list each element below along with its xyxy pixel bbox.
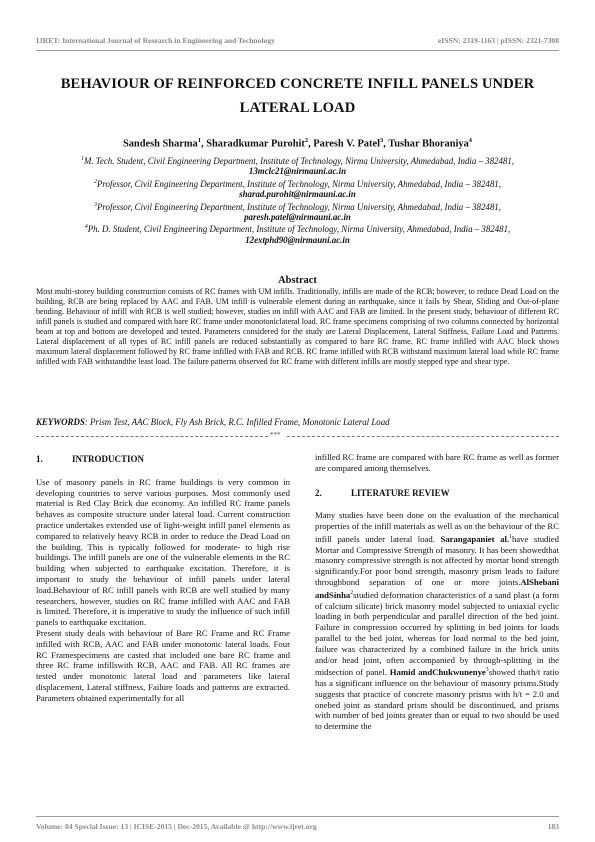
- keywords: [36, 417, 559, 427]
- affiliation: [40, 177, 555, 200]
- page-number: 183: [547, 822, 559, 831]
- affiliation-text: Ph. D. Student, Civil Engineering Department, Institute of Technology, Nirma University, Ahmedabad, India – 382481,: [87, 224, 511, 235]
- affiliation: [40, 154, 555, 177]
- divider-line: [287, 436, 559, 437]
- running-header: [36, 36, 559, 48]
- section-number: 1.: [36, 454, 43, 464]
- citation-author: Sarangapaniet al.: [440, 533, 510, 544]
- author-sup: 3: [379, 137, 384, 144]
- citation-sup: 2: [350, 589, 354, 596]
- affiliation-text: Professor, Civil Engineering Department, Institute of Technology, Nirma University, Ahmedabad, India – 382481,: [97, 178, 501, 189]
- section-heading-literature-review: [315, 488, 559, 499]
- title-line-2: LATERAL LOAD: [239, 100, 356, 116]
- affiliation-sup: 3: [94, 201, 98, 208]
- section-divider: [36, 431, 559, 440]
- author-list: Sandesh Sharma$^1$, Sharadkumar Purohit$^2$, Paresh V. Patel$^3$, Tushar Bhoraniya$^4$: [122, 137, 473, 150]
- literature-intro: Many studies have been done on the evaluation of the mechanical properties of the infill materials as well as on the behaviour of the RC infill panels under lateral load.: [315, 510, 559, 544]
- affiliation: [40, 200, 555, 223]
- author-name: Sharadkumar Purohit: [206, 138, 305, 150]
- affiliation-sup: 1: [80, 156, 84, 162]
- affiliation-text: M. Tech. Student, Civil Engineering Department, Institute of Technology, Nirma University, Ahmedabad, India – 382481,: [83, 155, 515, 166]
- author-name: Paresh V. Patel: [313, 138, 380, 150]
- abstract-heading: Abstract: [278, 275, 317, 286]
- divider-line: [36, 436, 268, 437]
- author-sup: 4: [468, 137, 473, 144]
- affiliations: [40, 154, 555, 245]
- section-number: 2.: [315, 487, 322, 498]
- citation-text: studied deformation characteristics of a sand plast (a form of calcium silicate) brick masonry model subjected to uniaxial cyclic loading in both perpendicular and parallel direction of the bed joint. Failure in compression occurred by splitting in bed joints for loads parallel to the bed joint, whereas for load normal to the bed joint, failure was characterized by a combined failure in the brick units and/or head joint, often accompanied by through-splitting in the midsection of panel.: [315, 589, 559, 678]
- affiliation: [40, 222, 555, 245]
- author-email[interactable]: 13mclc21@nirmauni.ac.in: [248, 166, 347, 177]
- citation-sup: 3: [485, 667, 489, 674]
- citation-text: have studied Mortar and Compressive Strength of masonry. It has been showedthat masonry compressive strength is not affected by mortar bond strength significantly.For poor bond strength, masonry prism leads to failure throughbond separation of one or more joints.: [315, 533, 560, 588]
- author-email[interactable]: 12extphd90@nirmauni.ac.in: [245, 234, 350, 245]
- author-email[interactable]: paresh.patel@nirmauni.ac.in: [244, 211, 351, 222]
- affiliation-sup: 2: [94, 178, 98, 185]
- page-footer: [36, 822, 559, 834]
- author-sup: 2: [304, 137, 309, 144]
- journal-name: IJRET: International Journal of Research in Engineering and Technology: [36, 36, 275, 45]
- intro-continuation: infilled RC frame are compared with bare RC frame as well as former are compared among themselves.: [315, 452, 559, 473]
- divider-mark: ***: [270, 431, 281, 439]
- section-title: LITERATURE REVIEW: [351, 487, 450, 498]
- literature-paragraph: [315, 510, 559, 732]
- spacer: [315, 474, 559, 486]
- intro-paragraph-1: Use of masonry panels in RC frame buildings is very common in developing countries to serve various purposes. Most commonly used material is Red Clay Brick due economy. An infilled RC frame panels behaves as composite structure under lateral load. Current construction practice undertakes extended use of light-weight infill panel elements as compared to relatively heavy RCB in order to reduce the Dead Load on the building. This is typically followed for moderate- to high rise buildings. The infill panels are one of the vulnerable elements in the RC building when subjected to earthquake excitation. Therefore, it is important to study the behaviour of infill panels under lateral load.Behaviour of RC infill panels with RCB are well studied by many researchers, however, studies on RC frame infilled with AAC and FAB is limited. Therefore, it is imperative to study the influence of such infill panels to earthquake excitation.: [36, 476, 290, 628]
- left-column: [36, 452, 290, 704]
- affiliation-text: Professor, Civil Engineering Department, Institute of Technology, Nirma University, Ahmedabad, India – 382481,: [97, 201, 501, 212]
- author-name: Sandesh Sharma: [122, 138, 198, 150]
- keywords-list: : Prism Test, AAC Block, Fly Ash Brick, R.C. Infilled Frame, Monotonic Lateral Load: [84, 417, 390, 427]
- citation-text: showed thath/t ratio has a significant influence on the behaviour of masonry prisms.Study suggests that practice of concrete masonry prisms with h/t = 2.0 and onebed joint as standard prism should be discontinued, and prisms with number of bed joints greater than or equal to two should be used to determine the: [315, 667, 559, 732]
- title-line-1: BEHAVIOUR OF REINFORCED CONCRETE INFILL PANELS UNDER: [60, 76, 535, 92]
- author-sup: 1: [197, 137, 201, 144]
- abstract-text: Most multi-storey building construction consists of RC frames with UM infills. Traditionally, infills are made of the RCB; however, to reduce Dead Load on the building, RCB are being replaced by AAC and FAB. UM infill is vulnerable element during an earthquake, since it fails by Shear, Sliding and Out-of-plane bending. Behaviour of infill with RCB is well studied; however, studies on infill with AAC and FAB are limited. In the present study, behaviour of different RC infill panels is studied and compared with bare RC frame under monotoniclateral load. RC frame specimens comprising of two columns connected by horizontal beam at top and bottom are developed and tested. Parameters considered for the study are Lateral Displacement, Lateral Stiffness, Failure Load and Patterns. Lateral displacement of all types of RC infill panels are reduced substantially as compared to bare RC frame. RC frame infilled with AAC block shows maximum lateral displacement followed by RC frame infilled with FAB and RCB. RC frame infilled with RCB withstand maximum lateral load while RC frame infilled with FAB withstandthe least load. The failure patterns observed for RC frame with different infills are mostly stepped type and shear type.: [36, 287, 559, 366]
- section-title: INTRODUCTION: [72, 454, 145, 464]
- footer-rule: [36, 816, 559, 817]
- intro-paragraph-2: Present study deals with behaviour of Bare RC Frame and RC Frame infilled with RCB, AAC and FAB under monotonic lateral loads. Four RC Framespecimens are casted that included one bare RC frame and three RC frame infillswith RCB, AAC and FAB. All RC frames are tested under monotonic lateral load and parameters like lateral displacement, Lateral stiffness, Failure loads and patterns are extracted. Parameters obtained experimentally for all: [36, 627, 290, 703]
- footer-citation: Volume: 04 Special Issue: 13 | ICISE-2015 | Dec-2015, Available @ http://www.ijret.org: [36, 822, 317, 831]
- citation-sup: 1: [509, 533, 512, 540]
- author-name: Tushar Bhoraniya: [388, 138, 469, 150]
- citation-author: Hamid andChukwunenye: [389, 667, 486, 678]
- citation-author: AlShebani andSinha: [315, 577, 559, 600]
- keywords-label: KEYWORDS: [36, 417, 85, 427]
- paper-title: [30, 72, 565, 120]
- issn-info: eISSN: 2319-1163 | pISSN: 2321-7308: [437, 36, 559, 45]
- right-column: [315, 452, 559, 732]
- author-email[interactable]: sharad.purohit@nirmauni.ac.in: [239, 189, 356, 200]
- section-heading-introduction: [36, 454, 290, 465]
- affiliation-sup: 4: [84, 224, 88, 231]
- header-rule: [36, 50, 559, 51]
